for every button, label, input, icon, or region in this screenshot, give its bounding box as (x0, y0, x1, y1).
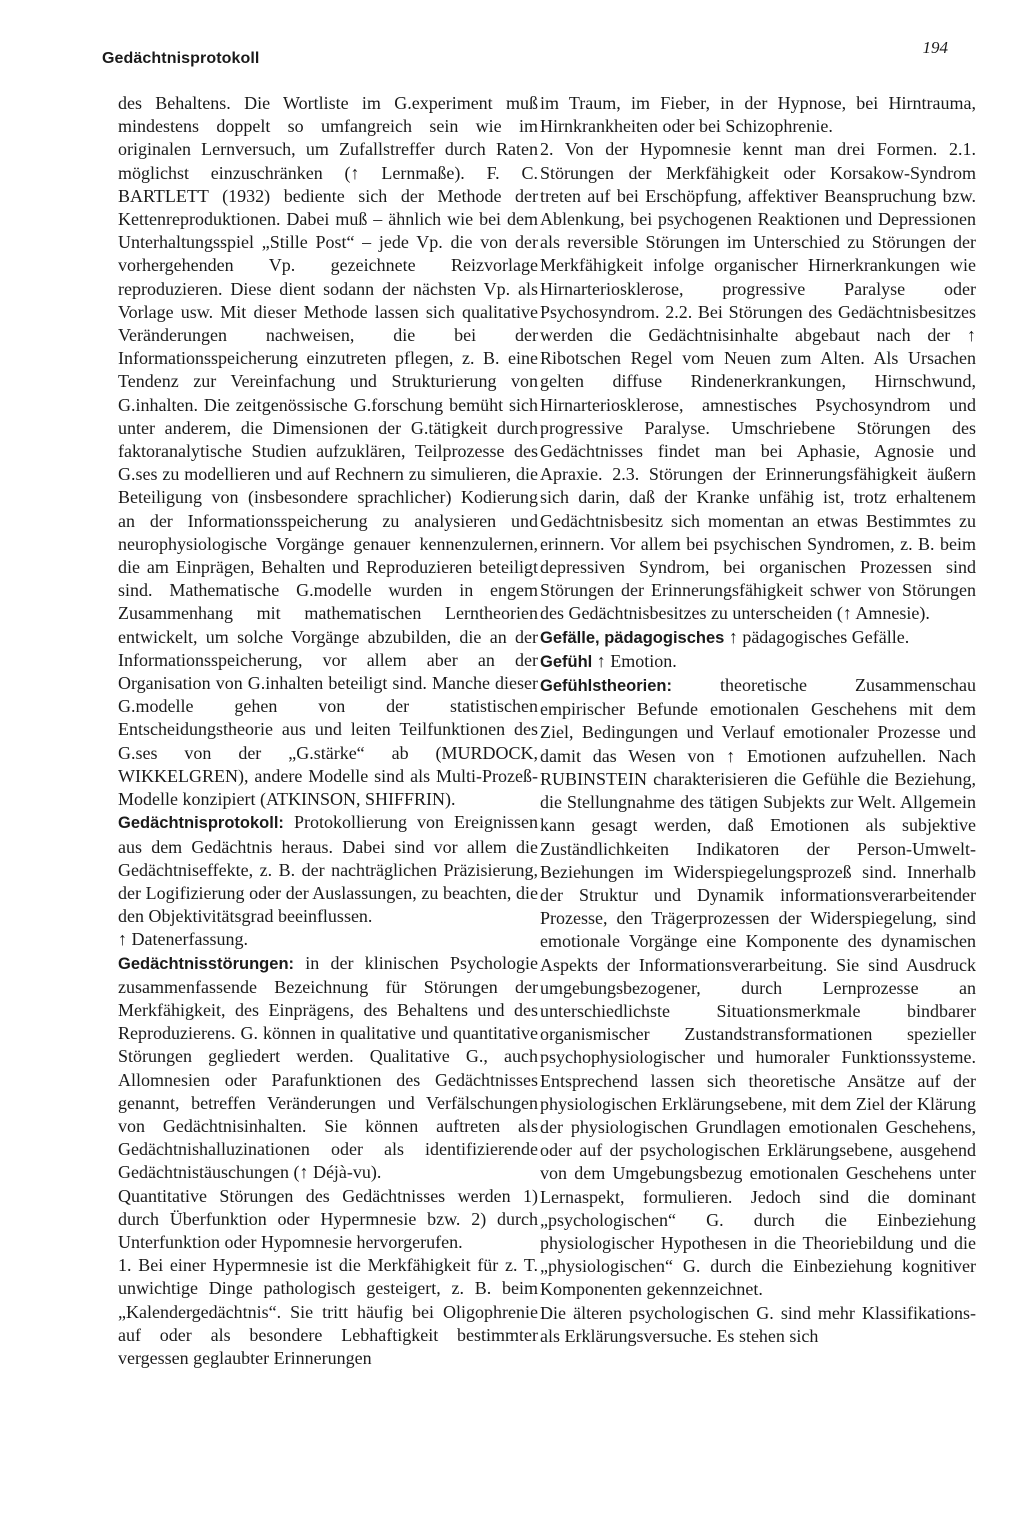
entry-term: Gedächtnisstörungen: (118, 954, 295, 973)
cross-reference-text: ↑ Datenerfassung. (118, 929, 248, 950)
entry-text: theoretische Zusammenschau empirischer Befunde emotionalen Geschehens mit dem Ziel, Bedingungen und Verlauf emotionaler Prozesse und damit das Wesen von ↑ Emotionen aufzuhellen. Nach RUBINSTEIN charakterisieren die Gefühle die Beziehung, die Stellungnahme des tätigen Subjekts zur Welt. Allgemein kann gesagt werden, daß Emotionen als subjektive Zuständlichkeiten Indikatoren der Person-Umwelt-Beziehungen im Widerspiegelungsprozeß sind. Innerhalb der Struktur und Dynamik informationsverarbeitender Prozesse, den Trägerprozessen der Widerspiegelung, sind emotionale Vorgänge eine Komponente des dynamischen Aspekts der Informationsverarbeitung. Sie sind Ausdruck umgebungsbezogener, durch Lernprozesse an unterschiedlichste Situationsmerkmale bindbarer organismischer Zustandstransformationen spezieller psychophysiologischer und humoraler Funktionssysteme. Entsprechend lassen sich theoretische Ansätze auf der physiologischen Erklärungsebene, mit dem Ziel der Klärung der physiologischen Grundlagen emotionalen Geschehens, oder auf der psychologischen Erklärungsebene, ausgehend von dem Umgebungsbezug emotionalen Geschehens unter Lernaspekt, formulieren. Jedoch sind die dominant „psychologischen“ G. durch die Einbeziehung physiologischer Hypothesen in die Theoriebildung und die „physiologischen“ G. durch die Einbeziehung kognitiver Komponenten gekennzeichnet. (540, 675, 976, 1300)
entry-gefuehl (540, 650, 976, 674)
paragraph-bartlett (118, 92, 538, 811)
entry-text: ↑ pädagogisches Gefälle. (724, 626, 910, 647)
entry-text: ↑ Emotion. (592, 650, 677, 671)
entry-term: Gefühlstheorien: (540, 677, 673, 696)
entry-text: in der klinischen Psychologie zusammenfassende Bezeichnung für Störungen der Merkfähigkeit, des Einprägens, des Behaltens und des Reproduzierens. G. können in qualitative und quantitative Störungen gegliedert werden. Qualitative G., auch Allomnesien oder Parafunktionen des Gedächtnisses genannt, betreffen Veränderungen und Verfälschungen von Gedächtnisinhalten. Sie können auftreten als Gedächtnishalluzinationen oder als identifizierende Gedächtnistäuschungen (↑ Déjà-vu). (118, 952, 538, 1183)
entry-text: Protokollierung von Ereignissen aus dem Gedächtnis heraus. Dabei sind vor allem die Gedächtniseffekte, z. B. der nachträglichen Präzisierung, der Logifizierung oder der Auslassungen, zu beachten, die den Objektivitätsgrad beeinflussen. (118, 812, 538, 927)
paragraph-text: im Traum, im Fieber, in der Hypnose, bei Hirntrauma, Hirnkrankheiten oder bei Schizophrenie. (540, 93, 976, 137)
page-number: 194 (922, 38, 948, 57)
right-column (540, 92, 976, 1348)
paragraph-quantitative (118, 1185, 538, 1255)
paragraph-hypermnesie (118, 1254, 538, 1370)
paragraph-text: 1. Bei einer Hypermnesie ist die Merkfähigkeit für z. T. unwichtige Dinge pathologisch gesteigert, z. B. beim „Kalendergedächtnis“. Sie tritt häufig bei Oligophrenie auf oder als besondere Lebhaftigkeit bestimmter vergessen geglaubter Erinnerungen (118, 1255, 538, 1368)
paragraph-text: Quantitative Störungen des Gedächtnisses werden 1) durch Überfunktion oder Hypermnesie bzw. 2) durch Unterfunktion oder Hypomnesie hervorgerufen. (118, 1185, 538, 1252)
paragraph-text: 2. Von der Hypomnesie kennt man drei Formen. 2.1. Störungen der Merkfähigkeit oder Korsakow-Syndrom treten auf bei Erschöpfung, affektiver Beanspruchung bzw. Ablenkung, bei psychogenen Reaktionen und Depressionen als reversible Störungen im Unterschied zu Störungen der Merkfähigkeit infolge organischer Hirnerkrankungen wie Hirnarteriosklerose, progressive Paralyse oder Psychosyndrom. 2.2. Bei Störungen des Gedächtnisbesitzes werden die Gedächtnisinhalte abgebaut nach der ↑ Ribotschen Regel vom Neuen zum Alten. Als Ursachen gelten diffuse Rindenerkrankungen, Hirnschwund, Hirnarteriosklerose, amnestisches Psychosyndrom und progressive Paralyse. Umschriebene Störungen des Gedächtnisses findet man bei Aphasie, Agnosie und Apraxie. 2.3. Störungen der Erinnerungsfähigkeit äußern sich darin, daß der Kranke unfähig ist, trotz erhaltenem Gedächtnisbesitz sich momentan an etwas Bestimmtes zu erinnern. Vor allem bei psychischen Syndromen, z. B. beim depressiven Syndrom, bei organischen Prozessen sind Störungen der Erinnerungsfähigkeit schwer von Störungen des Gedächtnisbesitzes zu unterscheiden (↑ Amnesie). (540, 139, 976, 624)
entry-term: Gefühl (540, 652, 593, 671)
cross-reference-datenerfassung (118, 928, 538, 951)
paragraph-continuation (540, 92, 976, 138)
paragraph-aeltere-theorien (540, 1302, 976, 1348)
entry-gedaechtnisprotokoll (118, 811, 538, 928)
entry-gedaechtnisstoerungen (118, 952, 538, 1185)
paragraph-text: des Behaltens. Die Wortliste im G.experiment muß mindestens doppelt so umfangreich sein wie im originalen Lernversuch, um Zufallstreffer durch Raten möglichst einzuschränken (↑ Lernmaße). F. C. BARTLETT (1932) bediente sich der Methode der Kettenreproduktionen. Dabei muß – ähnlich wie bei dem Unterhaltungsspiel „Stille Post“ – jede Vp. die von der vorhergehenden Vp. gezeichnete Reizvorlage reproduzieren. Diese dient sodann der nächsten Vp. als Vorlage usw. Mit dieser Methode lassen sich qualitative Veränderungen nachweisen, die bei der Informationsspeicherung einzutreten pflegen, z. B. eine Tendenz zur Vereinfachung und Strukturierung von G.inhalten. Die zeitgenössische G.forschung bemüht sich unter anderem, die Dimensionen der G.tätigkeit durch faktoranalytische Studien aufzuklären, Teilprozesse des G.ses zu modellieren und auf Rechnern zu simulieren, die Beteiligung von (insbesondere sprachlicher) Kodierung an der Informationsspeicherung zu analysieren und neurophysiologische Vorgänge genauer kennenzulernen, die am Einprägen, Behalten und Reproduzieren beteiligt sind. Mathematische G.modelle wurden in engem Zusammenhang mit mathematischen Lerntheorien entwickelt, um solche Vorgänge abzubilden, die an der Informationsspeicherung, vor allem aber an der Organisation von G.inhalten beteiligt sind. Manche dieser G.modelle gehen von der statistischen Entscheidungstheorie aus und leiten Teilfunktionen des G.ses von der „G.stärke“ ab (MURDOCK, WIKKELGREN), andere Modelle sind als Multi-Prozeß-Modelle konzipiert (ATKINSON, SHIFFRIN). (118, 93, 538, 810)
left-column (118, 92, 538, 1370)
running-head: Gedächtnisprotokoll (102, 50, 260, 67)
entry-term: Gefälle, pädagogisches (540, 628, 725, 647)
entry-gefaelle (540, 626, 976, 650)
paragraph-hypomnesie (540, 138, 976, 625)
entry-gefuehlstheorien (540, 674, 976, 1301)
paragraph-text: Die älteren psychologischen G. sind mehr Klassifikations- als Erklärungsversuche. Es stehen sich (540, 1302, 976, 1346)
entry-term: Gedächtnisprotokoll: (118, 814, 284, 833)
